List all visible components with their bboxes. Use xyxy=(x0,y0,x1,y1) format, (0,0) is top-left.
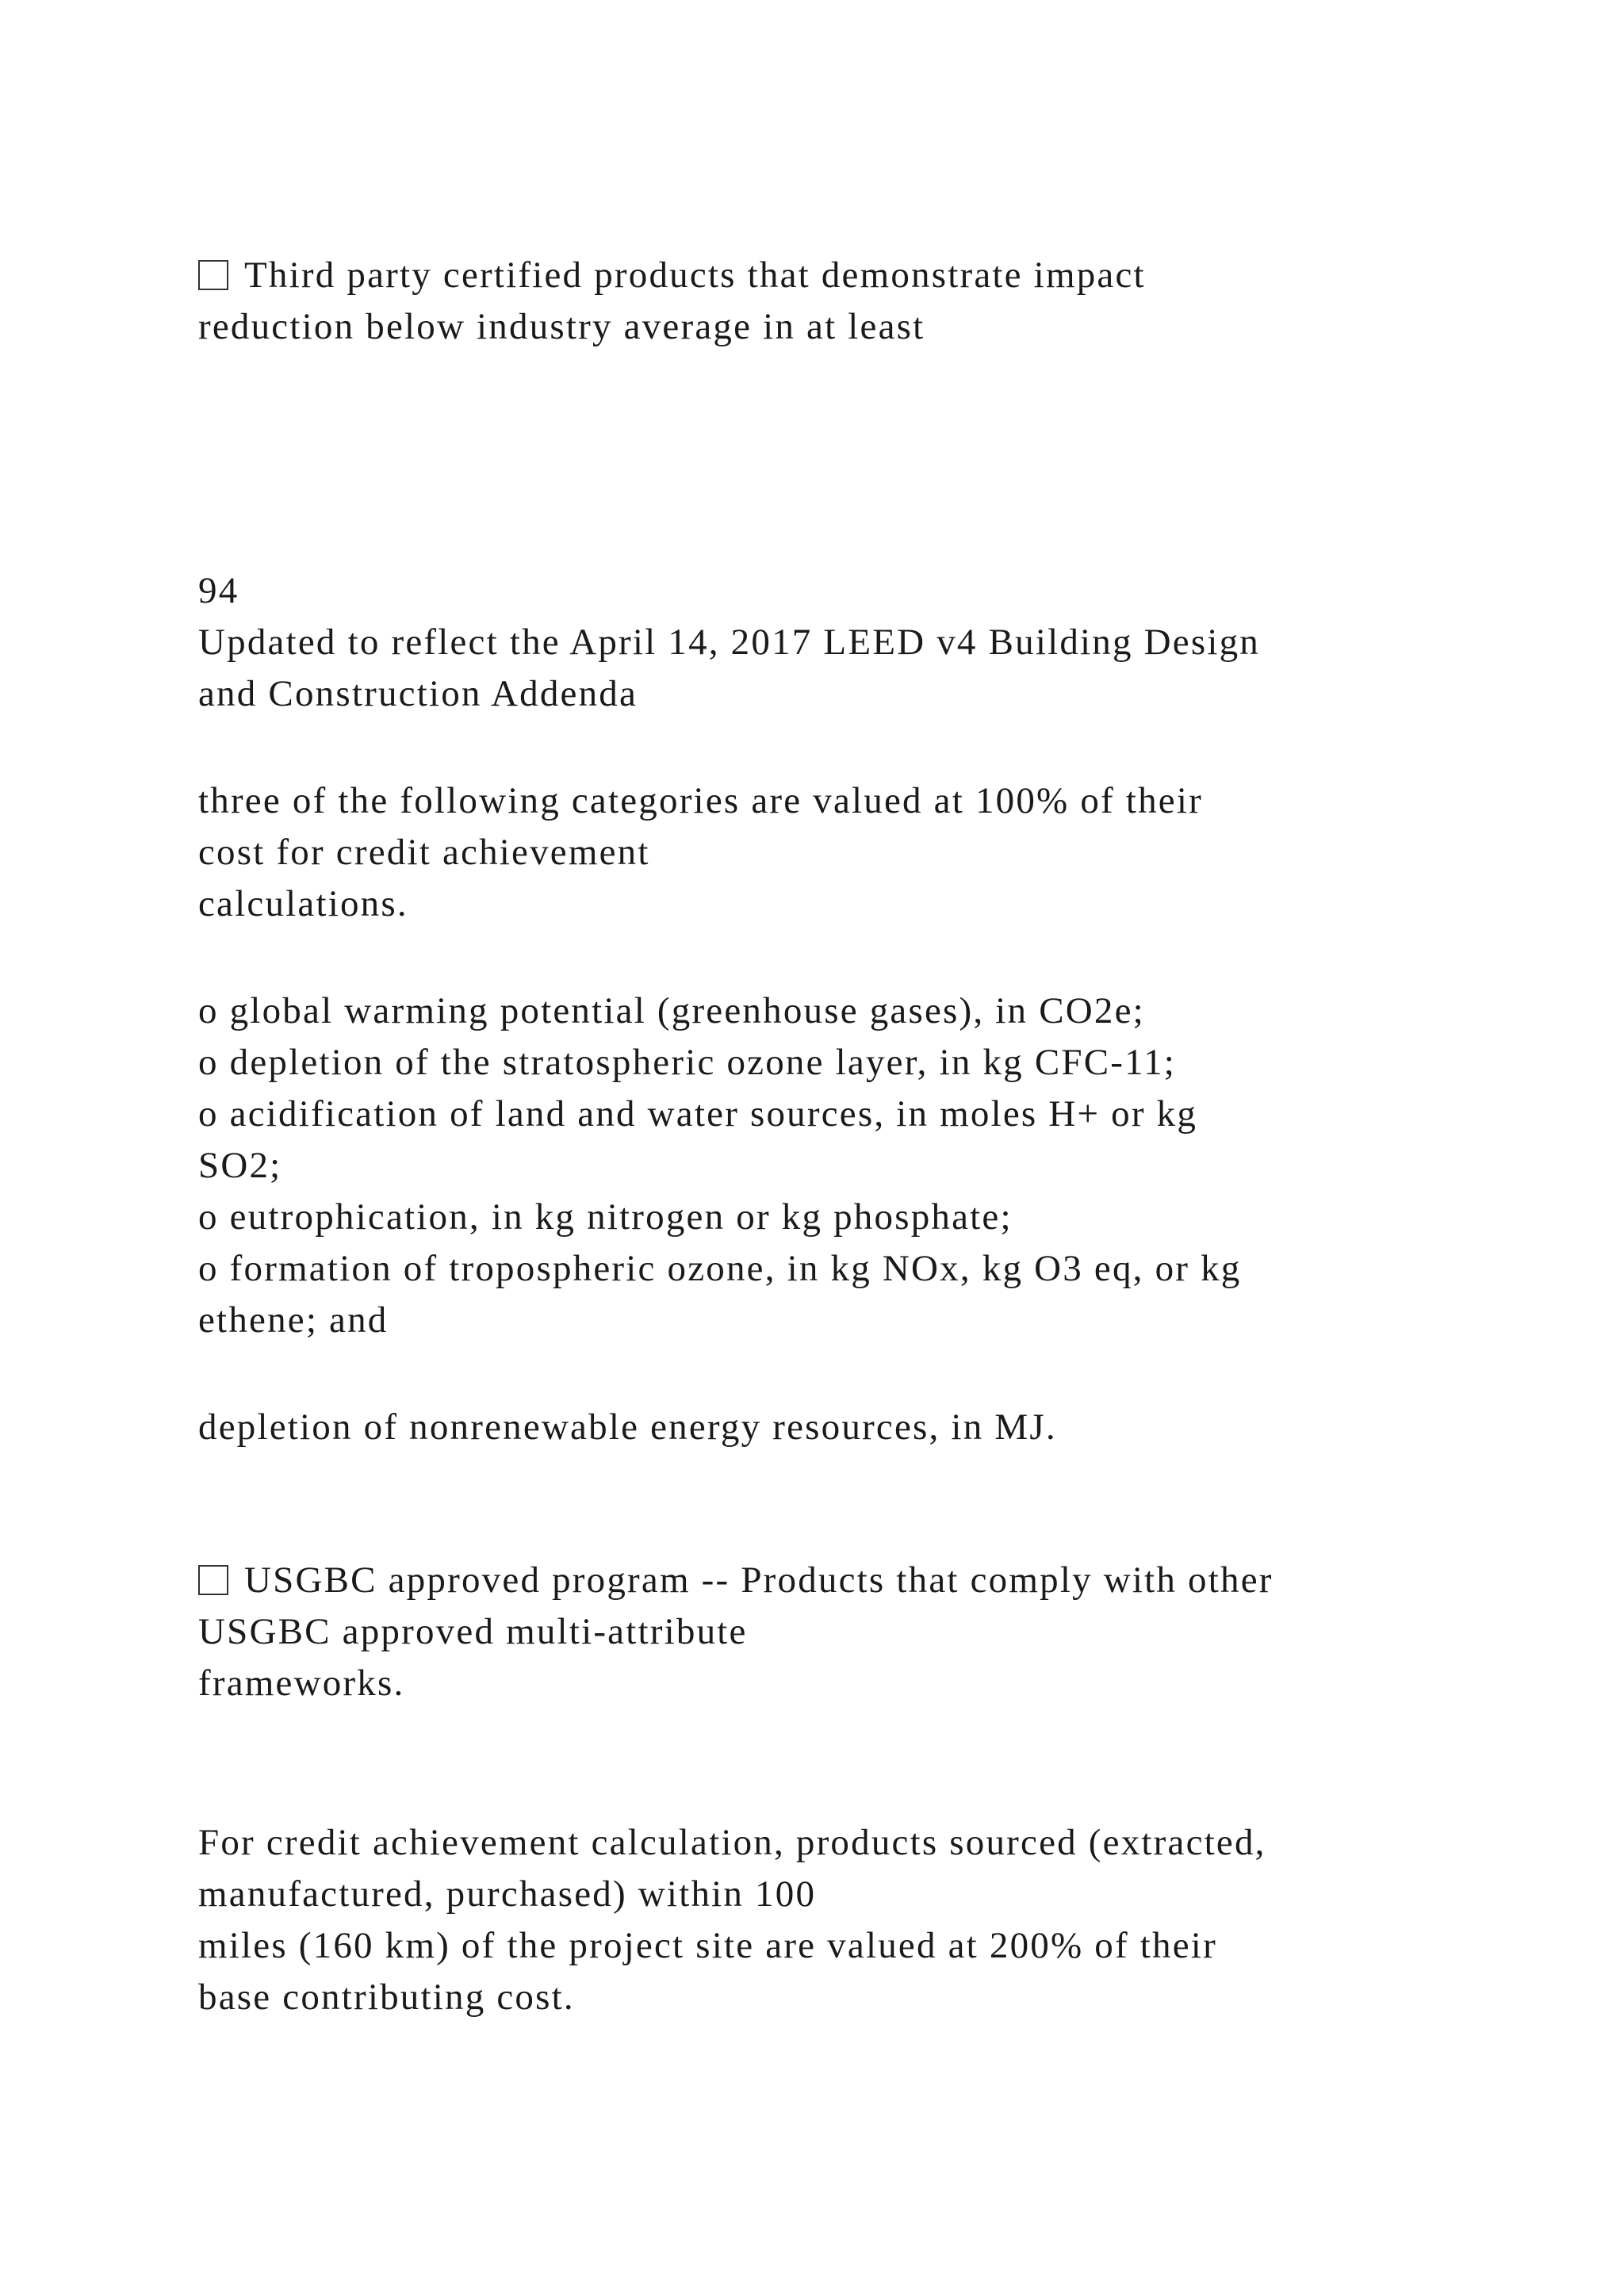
paragraph-categories-line-3: calculations. xyxy=(198,883,408,924)
bullet-item-third-party-line-1 xyxy=(198,251,1146,299)
checkbox-bullet-icon xyxy=(198,1565,228,1595)
paragraph-sourcing-line-1: For credit achievement calculation, products sourced (extracted, xyxy=(198,1822,1266,1863)
depletion-energy-line: depletion of nonrenewable energy resources, in MJ. xyxy=(198,1406,1057,1448)
impact-list-item-ozone-depletion: o depletion of the stratospheric ozone layer, in kg CFC-11; xyxy=(198,1042,1177,1083)
impact-list-item-acidification-cont: SO2; xyxy=(198,1145,282,1186)
bullet-text: USGBC approved program -- Products that comply with other xyxy=(244,1559,1274,1601)
paragraph-sourcing-line-4: base contributing cost. xyxy=(198,1976,575,2018)
impact-list-item-tropospheric-ozone-cont: ethene; and xyxy=(198,1299,389,1341)
paragraph-sourcing-line-3: miles (160 km) of the project site are valued at 200% of their xyxy=(198,1925,1217,1966)
impact-list-item-acidification: o acidification of land and water sources, in moles H+ or kg xyxy=(198,1093,1198,1135)
impact-list-item-gwp: o global warming potential (greenhouse gases), in CO2e; xyxy=(198,990,1145,1031)
update-note-line-2: and Construction Addenda xyxy=(198,673,638,714)
paragraph-categories-line-2: cost for credit achievement xyxy=(198,832,650,873)
bullet-item-usgbc-line-3: frameworks. xyxy=(198,1663,405,1704)
bullet-text: Third party certified products that demonstrate impact xyxy=(244,254,1146,296)
bullet-item-usgbc-line-2: USGBC approved multi-attribute xyxy=(198,1611,748,1652)
bullet-item-usgbc-line-1 xyxy=(198,1556,1274,1604)
bullet-item-third-party-line-2: reduction below industry average in at least xyxy=(198,306,925,347)
paragraph-sourcing-line-2: manufactured, purchased) within 100 xyxy=(198,1873,817,1915)
impact-list-item-eutrophication: o eutrophication, in kg nitrogen or kg phosphate; xyxy=(198,1196,1013,1238)
paragraph-categories-line-1: three of the following categories are valued at 100% of their xyxy=(198,780,1203,821)
page-number: 94 xyxy=(198,570,239,611)
update-note-line-1: Updated to reflect the April 14, 2017 LEED v4 Building Design xyxy=(198,622,1261,663)
checkbox-bullet-icon xyxy=(198,260,228,290)
impact-list-item-tropospheric-ozone: o formation of tropospheric ozone, in kg NOx, kg O3 eq, or kg xyxy=(198,1248,1242,1289)
